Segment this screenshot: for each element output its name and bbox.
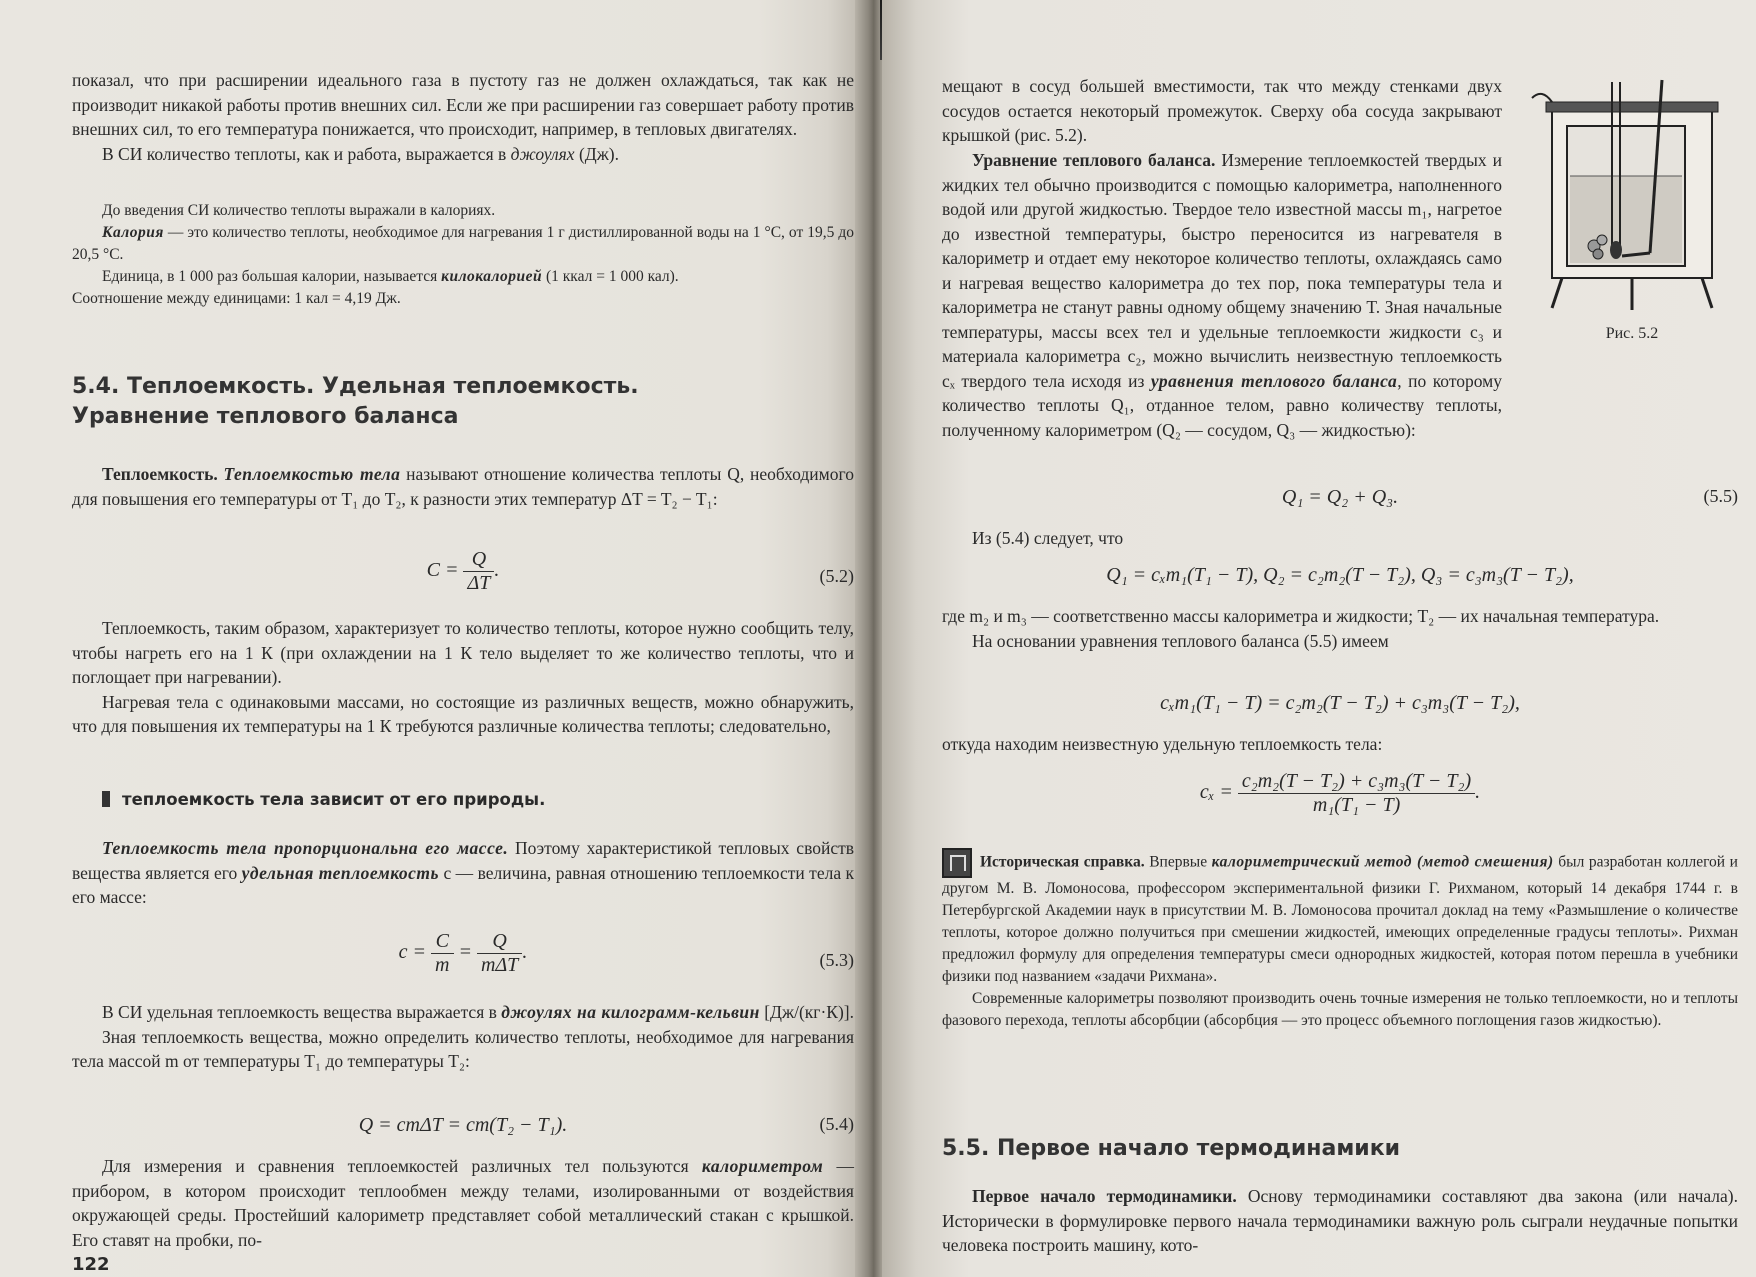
formula-5-5: Q₁ = Q₂ + Q₃. (5.5): [1281, 486, 1738, 508]
calorimeter-drawing: [1532, 78, 1732, 318]
right-text-top: [942, 74, 1502, 148]
page-number-left: 122: [72, 1254, 110, 1275]
heading-line-1: 5.4. Теплоемкость. Удельная теплоемкость.: [72, 374, 639, 399]
note-line-3: Единица, в 1 000 раз большая калории, называется килокалорией (1 ккал = 1 000 кал).: [102, 268, 679, 285]
paragraph-si-specific-heat: В СИ удельная теплоемкость вещества выражается в джоулях на килограмм-кельвин [Дж/(кг·К)].: [102, 1002, 854, 1022]
fraction-c-m: $\frac{C}{m}$: [431, 930, 453, 977]
figure-calorimeter: [1532, 78, 1732, 343]
formula-balance-expanded: cₓm₁(T₁ − T) = c₂m₂(T − T₂) + c₃m₃(T − T₂),: [1160, 692, 1520, 714]
paragraph-different-substances: Нагревая тела с одинаковыми массами, но состоящие из различных веществ, можно обнаружить, что для повышения их температуры на 1 К требуются различные количества теплоты; следовательно,: [72, 691, 854, 736]
left-text-top: [72, 68, 854, 166]
formula-5-3: c = $\frac{C}{m}$ = $\frac{Q}{\text{mΔT}}$ . (5.3): [398, 930, 854, 976]
bullet-conclusion: теплоемкость тела зависит от его природы.: [102, 790, 854, 809]
note-calorie: [72, 200, 854, 310]
formula-q-expressions: Q₁ = cₓm₁(T₁ − T), Q₂ = c₂m₂(T − T₂), Q₃ = c₃m₃(T − T₂),: [1106, 564, 1574, 586]
paragraph-first-law: Первое начало термодинамики. Основу термодинамики составляют два закона (или начала). Исторически в формулировке первого начала термодинамики важную роль сыграли неудачные попытки человека построить машину, кото-: [942, 1186, 1739, 1255]
paragraph-masses: где m₂ и m₃ — соответственно массы калориметра и жидкости; T₂ — их начальная температура.: [942, 606, 1660, 626]
historical-note-text: Историческая справка. Впервые калориметрический метод (метод смешения) был разработан коллегой и другом М. В. Ломоносова, профессором экспериментальной физики Г. Рихманом, который 14 декабря 1744 г. в Петербургской Академии наук в присутствии М. В. Ломоносова прочитал доклад на тему «Размышление о количестве теплоты, которое должно получиться при смешении жидкостей, имеющих определенные градусы теплоты». Рихман предложил формулу для определения температуры смеси однородных жидкостей, которая потом перешла в учебники физики под названием «задачи Рихмана».: [942, 848, 1738, 988]
paragraph-si-units: В СИ количество теплоты, как и работа, выражается в джоулях (Дж).: [102, 143, 620, 164]
paragraph-heat-capacity-def: Теплоемкость. Теплоемкостью тела называют отношение количества теплоты Q, необходимого для повышения его температуры от T₁ до T₂, к разности этих температур ΔT = T₂ − T₁:: [72, 464, 854, 509]
paragraph-specific-heat: Теплоемкость тела пропорциональна его массе. Поэтому характеристикой тепловых свойств вещества является его удельная теплоемкость c — величина, равная отношению теплоемкости тела к его массе:: [72, 838, 855, 907]
fraction-q-mdt: $\frac{Q}{\text{mΔT}}$: [477, 930, 522, 977]
paragraph-gas-expansion: показал, что при расширении идеального газа в пустоту газ не должен охлаждаться, так как не производит никакой работы против внешних сил. Если же при расширении газ совершает работу против внешних сил, то его температура понижается, что происходит, например, в тепловых двигателях.: [72, 70, 854, 139]
right-middle-text: [942, 604, 1738, 653]
paragraph-heat-capacity-meaning: Теплоемкость, таким образом, характеризует то количество теплоты, которое нужно сообщить телу, чтобы нагреть его на 1 К (при охлаждении на 1 К тело выделяет то же количество теплоты, что и поглощает при нагревании).: [72, 618, 854, 687]
historical-note-icon: [942, 848, 972, 878]
formula-number-5-2: (5.2): [819, 566, 854, 586]
paragraph-calorimeter-continued: мещают в сосуд большей вместимости, так что между стенками двух сосудов остается некоторый промежуток. Сверху оба сосуда закрывают крышкой (рис. 5.2).: [942, 76, 1502, 145]
note-line-2: Калория — это количество теплоты, необходимое для нагревания 1 г дистиллированной воды на 1 °С, от 19,5 до 20,5 °С.: [72, 224, 854, 263]
left-bottom-text: [72, 1000, 854, 1074]
formula-5-2: C = $\frac{Q}{\Delta T}$ . (5.2): [426, 548, 854, 594]
note-line-1: До введения СИ количество теплоты выражали в калориях.: [102, 202, 496, 219]
section-heading-5-4: [72, 372, 854, 432]
fraction-cx: $\frac{\text{c₂m₂(T − T₂) + c₃m₃(T − T₂)}}{\text{m₁(T₁ − T)}}$: [1238, 770, 1475, 817]
paragraph-from-5-4: Из (5.4) следует, что: [972, 528, 1124, 548]
right-page: [882, 0, 1756, 1277]
paragraph-based-on-balance: На основании уравнения теплового баланса (5.5) имеем: [972, 630, 1389, 651]
historical-note: [942, 848, 1738, 1032]
formula-number-5-4: (5.4): [819, 1114, 854, 1134]
formula-5-4: Q = cmΔT = cm(T₂ − T₁). (5.4): [358, 1114, 854, 1136]
figure-caption: Рис. 5.2: [1605, 325, 1659, 342]
heading-line-2: Уравнение теплового баланса: [72, 404, 459, 429]
formula-number-5-5: (5.5): [1703, 486, 1738, 506]
left-middle-text: [72, 616, 854, 739]
formula-cx: cₓ = $\frac{\text{c₂m₂(T − T₂) + c₃m₃(T − T₂)}}{\text{m₁(T₁ − T)}}$ .: [1199, 770, 1481, 816]
note-line-4: Соотношение между единицами: 1 кал = 4,19 Дж.: [72, 290, 401, 307]
paragraph-find-cx: откуда находим неизвестную удельную теплоемкость тела:: [942, 734, 1383, 754]
paragraph-heat-balance-narrow: Уравнение теплового баланса. Измерение теплоемкостей твердых и жидких тел обычно производится с помощью калориметра, наполненного водой или другой жидкостью. Твердое тело известной массы m₁, нагретое до известной температуры, быстро переносится из нагревателя в калориметр и отдает ему некоторое количество теплоты, охлаждаясь само и нагревая вещество калориметра до тех пор, пока температуры тела и калориметра не станут равны одному общему значению T. Зная начальные температуры, массы всех тел и удельные теплоемкости жидкости c₃ и материала калориметра c₂, можно вычислить неизвестную теплоемкость cₓ твердого тела исходя из уравнения теплового баланса, по которому количество теплоты Q₁, отданное телом, равно количеству теплоты, полученному калориметром (Q₂ — сосудом, Q₃ — жидкостью):: [942, 150, 1502, 440]
fraction-q-dt: $\frac{Q}{\Delta T}$: [463, 548, 494, 595]
left-page: [0, 0, 862, 1277]
paragraph-heat-quantity: Зная теплоемкость вещества, можно определить количество теплоты, необходимое для нагревания тела массой m от температуры T₁ до температуры T₂:: [72, 1026, 854, 1071]
paragraph-calorimeter: Для измерения и сравнения теплоемкостей различных тел пользуются калориметром — прибором, в котором происходит теплообмен между телами, изолированными от воздействия окружающей среды. Простейший калориметр представляет собой металлический стакан с крышкой. Его ставят на пробки, по-: [72, 1156, 855, 1250]
section-heading-5-5: 5.5. Первое начало термодинамики: [942, 1136, 1401, 1161]
bullet-marker-icon: [102, 791, 110, 807]
historical-note-modern: Современные калориметры позволяют производить очень точные измерения не только теплоемкости, но и теплоты фазового перехода, теплоты абсорбции (абсорбция — это процесс объемного поглощения газов жидкостью).: [942, 990, 1738, 1029]
formula-number-5-3: (5.3): [819, 950, 854, 970]
